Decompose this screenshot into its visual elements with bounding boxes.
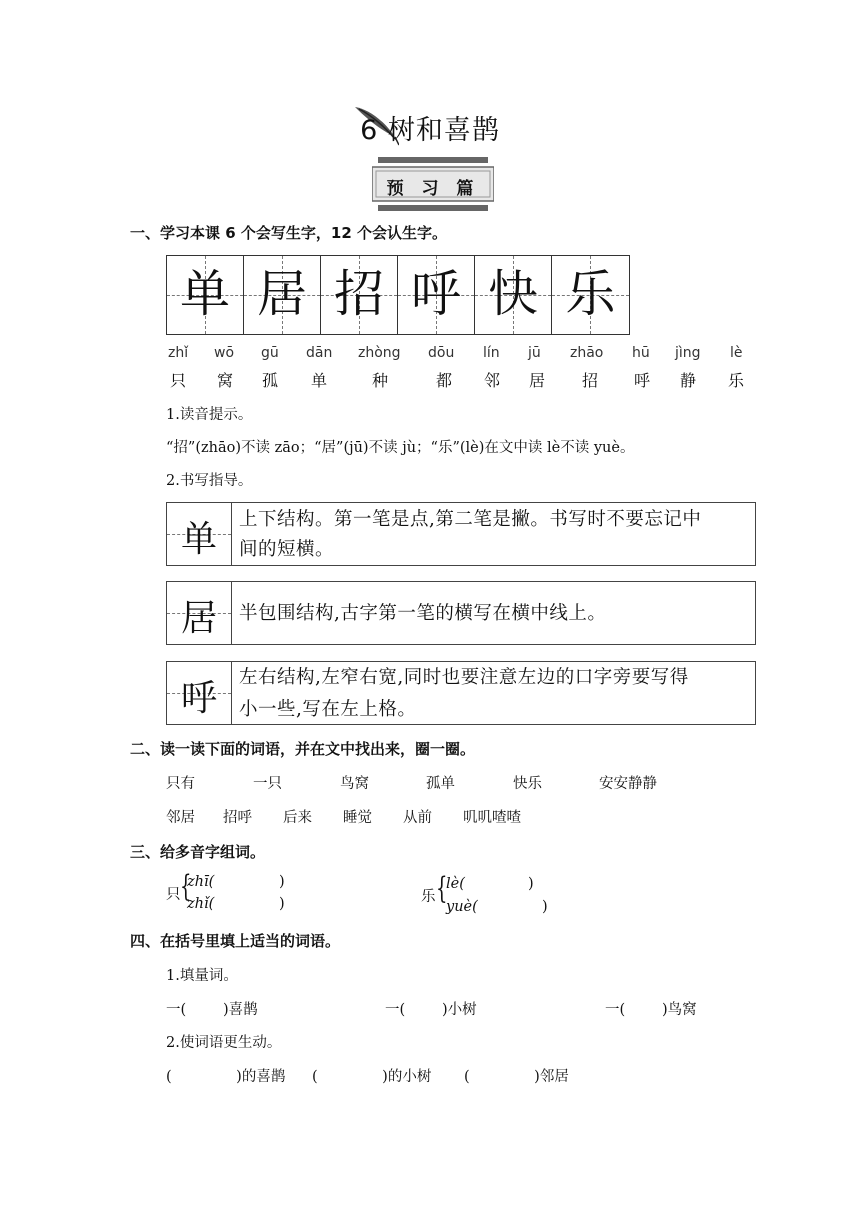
word: 鸟窝 <box>340 776 369 792</box>
word: 只有 <box>166 776 195 792</box>
guide-text-line1: 上下结构。第一笔是点,第二笔是撇。书写时不要忘记中 <box>239 509 702 530</box>
pinyin: lín <box>483 345 500 361</box>
reading-line: yuè( <box>446 899 478 915</box>
recog-char: 单 <box>311 371 328 390</box>
reading-line: lè( <box>446 876 465 892</box>
pinyin: zhāo <box>570 345 604 361</box>
measure-heading: 1.填量词。 <box>166 968 238 984</box>
guide-text-line1: 左右结构,左窄右宽,同时也要注意左边的口字旁要写得 <box>239 667 689 688</box>
close-paren: ) <box>542 899 548 915</box>
grid-cell <box>321 256 398 334</box>
write-char: 招 <box>334 265 384 323</box>
grid-cell <box>244 256 321 334</box>
reading-tip-heading: 1.读音提示。 <box>166 407 253 423</box>
grid-cell <box>167 256 244 334</box>
pinyin: wō <box>214 345 235 361</box>
reading-tip: “招”(zhāo)不读 zāo；“居”(jū)不读 jù；“乐”(lè)在文中读 lè不读 yuè。 <box>166 440 635 456</box>
word: 快乐 <box>513 776 542 792</box>
write-char: 快 <box>488 265 538 323</box>
polyphone-char: 乐 <box>421 889 436 905</box>
vivid-heading: 2.使词语更生动。 <box>166 1035 282 1051</box>
close-paren: ) <box>279 896 285 912</box>
section2-heading: 二、读一读下面的词语，并在文中找出来，圈一圈。 <box>130 740 476 758</box>
guide-char: 单 <box>180 519 217 560</box>
reading-line: zhǐ( <box>187 896 215 912</box>
close-paren: ) <box>279 874 285 890</box>
writing-grid <box>166 255 630 335</box>
word: 叽叽喳喳 <box>463 810 521 826</box>
word: 招呼 <box>223 810 252 826</box>
pinyin: dān <box>306 345 333 361</box>
pinyin: zhòng <box>358 345 401 361</box>
recog-char: 种 <box>372 371 389 390</box>
measure-blank[interactable]: 一( )喜鹊 <box>166 1002 258 1018</box>
guide-text-line1: 半包围结构,古字第一笔的横写在横中线上。 <box>239 603 607 624</box>
page-title: 6 树和喜鹊 <box>360 115 500 146</box>
word: 邻居 <box>166 810 195 826</box>
grid-cell <box>475 256 552 334</box>
brace-icon: { <box>180 869 192 904</box>
reading-line: zhī( <box>187 874 215 890</box>
section1-heading: 一、学习本课 6 个会写生字，12 个会认生字。 <box>130 224 447 242</box>
pinyin: hū <box>632 345 650 361</box>
word: 孤单 <box>426 776 455 792</box>
recog-char: 孤 <box>262 371 279 390</box>
brace-icon: { <box>436 871 448 906</box>
word: 睡觉 <box>343 810 372 826</box>
writing-guide-box <box>166 661 756 725</box>
write-char: 居 <box>257 265 307 323</box>
recog-char: 居 <box>529 371 546 390</box>
section3-heading: 三、给多音字组词。 <box>130 843 266 861</box>
guide-char: 居 <box>180 598 217 639</box>
recog-char: 乐 <box>728 371 745 390</box>
word: 后来 <box>283 810 312 826</box>
section4-heading: 四、在括号里填上适当的词语。 <box>130 932 341 950</box>
vivid-blank[interactable]: ( )的小树 <box>312 1069 432 1085</box>
grid-cell <box>552 256 629 334</box>
measure-blank[interactable]: 一( )小树 <box>385 1002 477 1018</box>
pinyin: dōu <box>428 345 455 361</box>
recog-char: 窝 <box>217 371 234 390</box>
guide-text-line2: 小一些,写在左上格。 <box>239 699 417 720</box>
grid-cell <box>398 256 475 334</box>
vivid-blank[interactable]: ( )邻居 <box>464 1069 569 1085</box>
pinyin: lè <box>730 345 743 361</box>
close-paren: ) <box>528 876 534 892</box>
vivid-blank[interactable]: ( )的喜鹊 <box>166 1069 286 1085</box>
pinyin: jìng <box>675 345 701 361</box>
pinyin: gū <box>261 345 279 361</box>
writing-guide-box <box>166 502 756 566</box>
recog-char: 邻 <box>484 371 501 390</box>
banner-label: 预 习 篇 <box>386 179 480 199</box>
writing-guide-box <box>166 581 756 645</box>
measure-blank[interactable]: 一( )鸟窝 <box>605 1002 697 1018</box>
recog-char: 都 <box>436 371 453 390</box>
writing-guide-heading: 2.书写指导。 <box>166 473 253 489</box>
polyphone-char: 只 <box>166 887 181 903</box>
pinyin: jū <box>528 345 541 361</box>
recog-char: 招 <box>582 371 599 390</box>
guide-char: 呼 <box>180 678 217 719</box>
write-char: 呼 <box>411 265 461 323</box>
word: 一只 <box>253 776 282 792</box>
recog-char: 呼 <box>634 371 651 390</box>
pinyin: zhǐ <box>168 345 189 361</box>
write-char: 乐 <box>565 265 616 323</box>
guide-text-line2: 间的短横。 <box>239 539 335 560</box>
recog-char: 静 <box>680 371 697 390</box>
word: 从前 <box>403 810 432 826</box>
write-char: 单 <box>180 265 230 323</box>
recog-char: 只 <box>170 371 187 390</box>
word: 安安静静 <box>599 776 657 792</box>
